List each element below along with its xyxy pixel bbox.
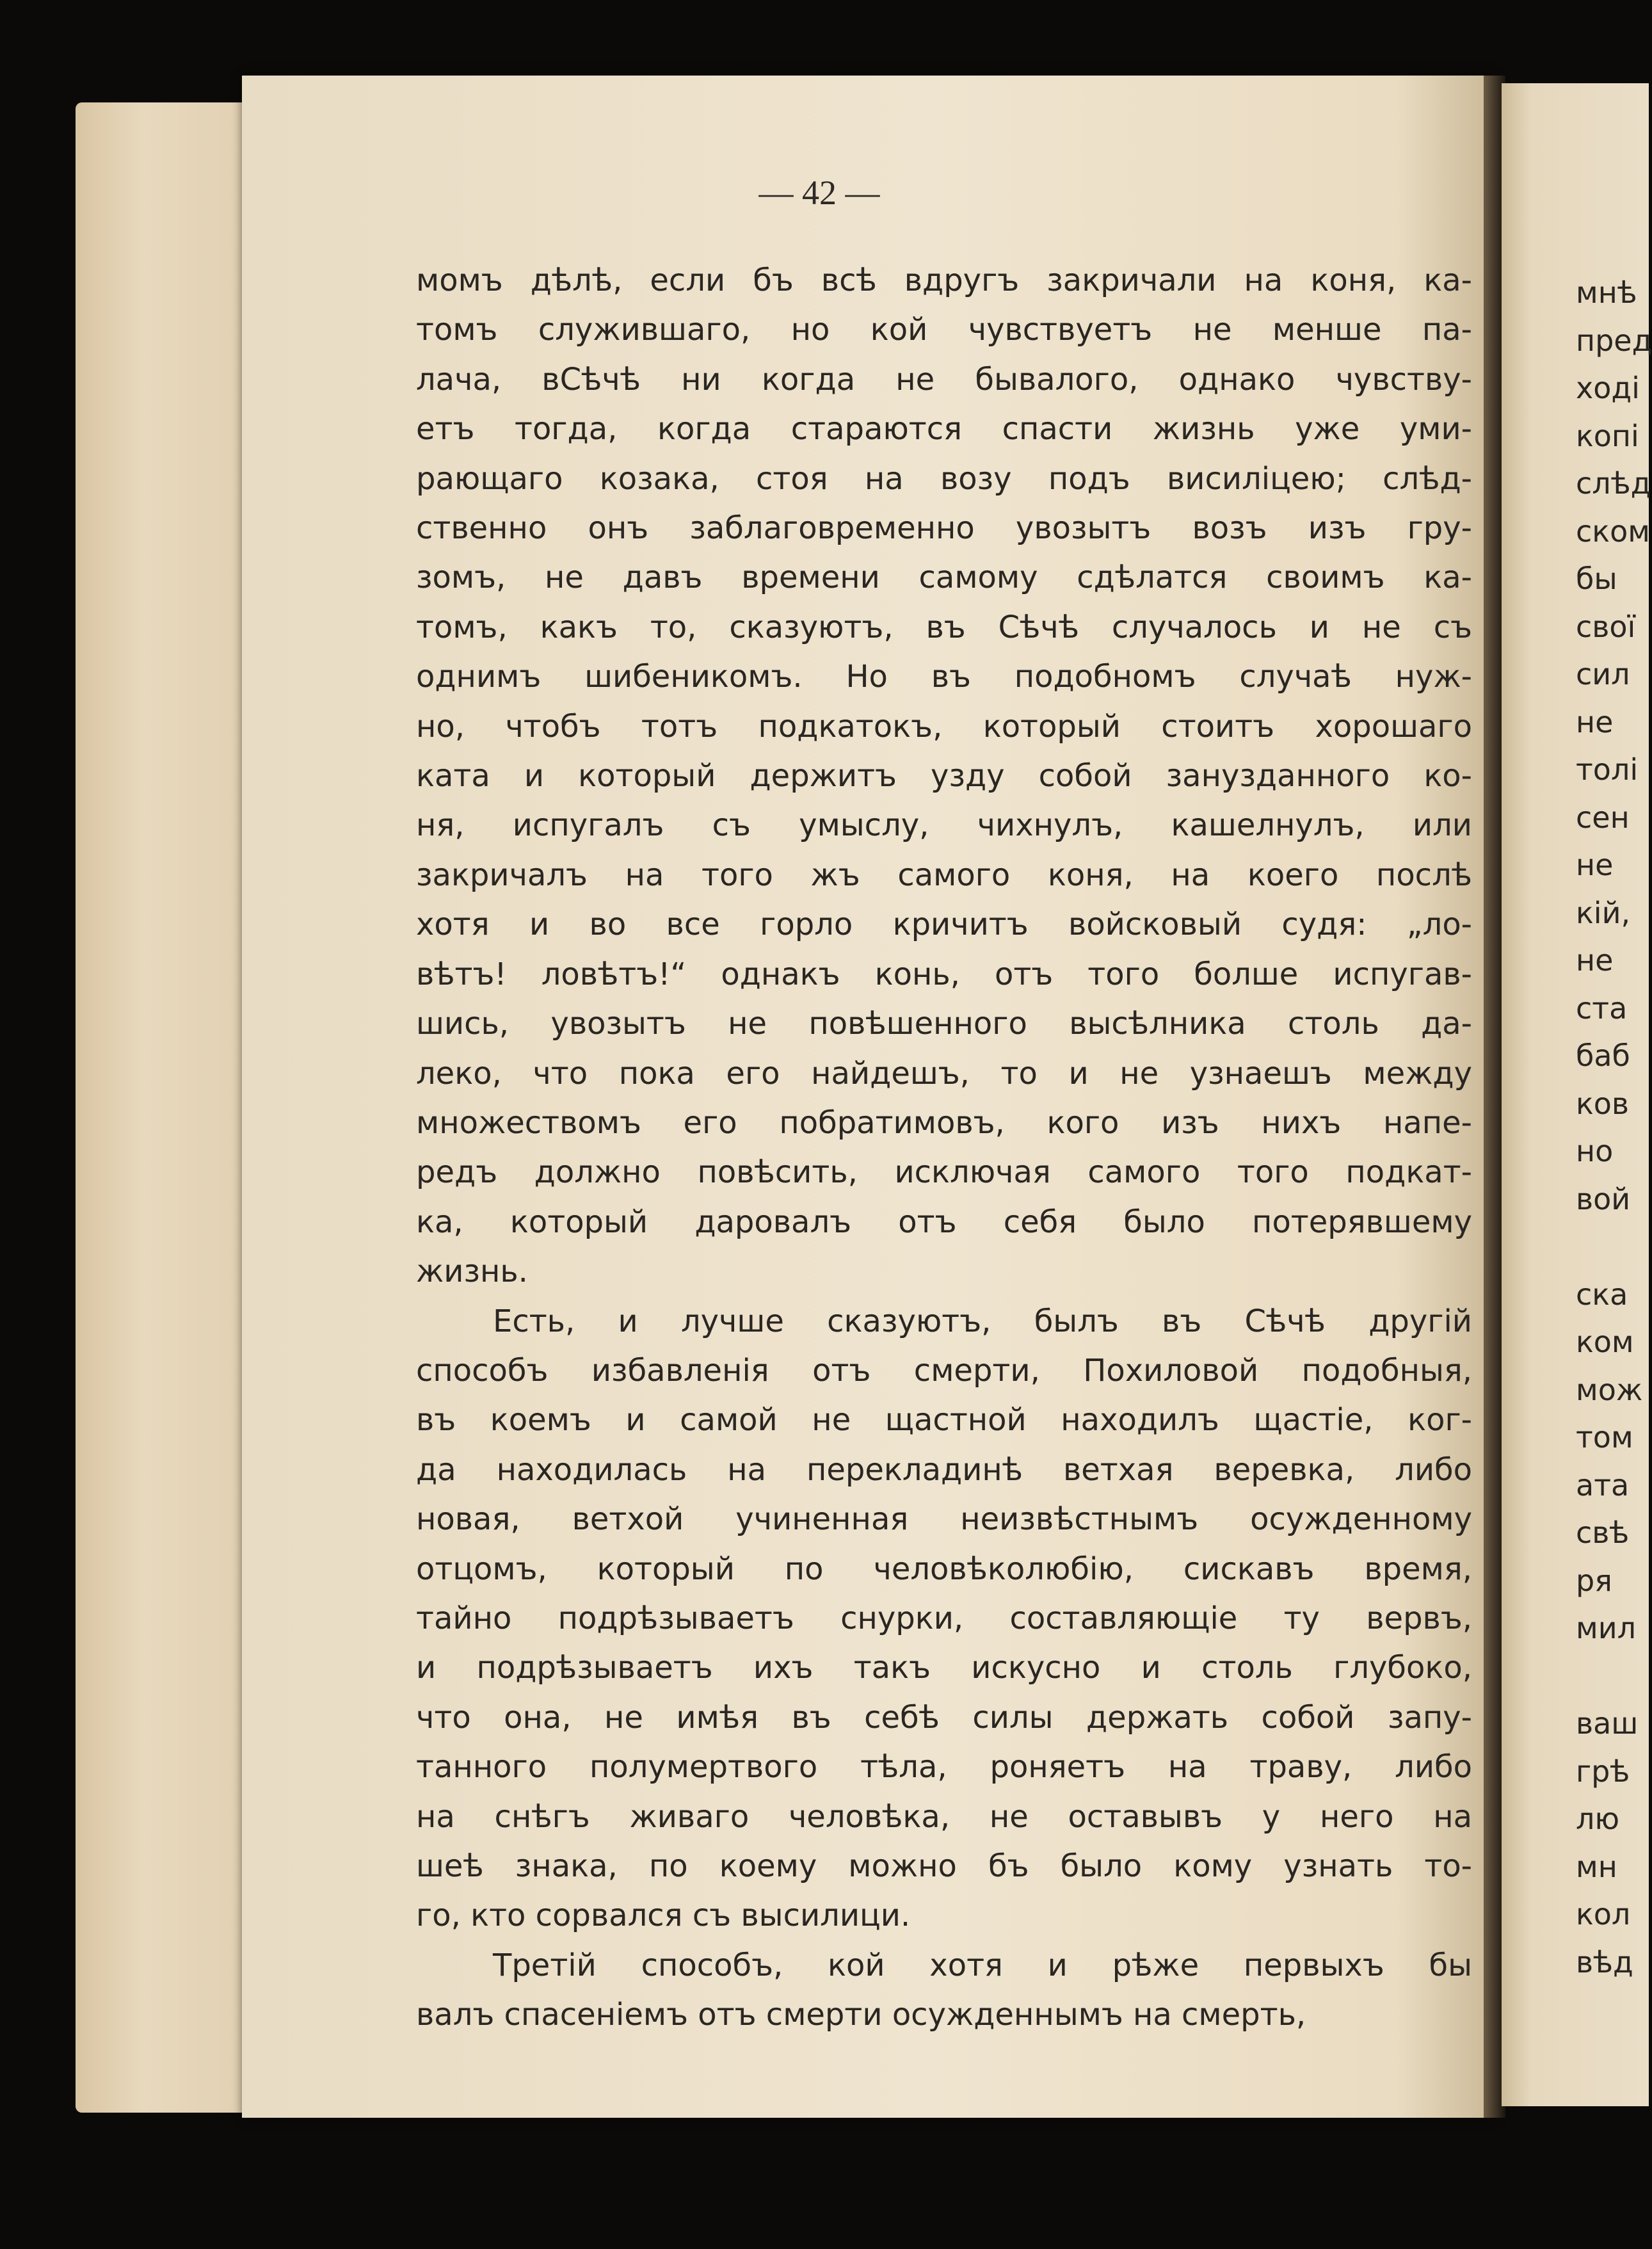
body-text bbox=[416, 256, 1472, 2040]
text-line: лача, вСѣчѣ ни когда не бывалого, однако чувству- bbox=[416, 361, 1472, 398]
next-page-fragment: слѣд bbox=[1576, 466, 1651, 501]
next-page-fragment: не bbox=[1576, 943, 1614, 978]
next-page-fragment: ваш bbox=[1576, 1706, 1639, 1741]
next-page-fragment: ата bbox=[1576, 1467, 1630, 1503]
text-line: ка, который даровалъ отъ себя было потерявшему bbox=[416, 1204, 1472, 1240]
next-page-fragment: ска bbox=[1576, 1277, 1628, 1312]
text-line: шись, увозытъ не повѣшенного высѣлника столь да- bbox=[416, 1006, 1472, 1042]
next-page-fragment bbox=[1576, 1652, 1641, 1700]
next-page-fragment: бы bbox=[1576, 561, 1617, 596]
text-line: Есть, и лучше сказуютъ, былъ въ Сѣчѣ другій bbox=[493, 1303, 1472, 1339]
next-page-fragment: но bbox=[1576, 1134, 1614, 1168]
text-line: въ коемъ и самой не щастной находилъ щастіе, ког- bbox=[416, 1402, 1472, 1439]
next-page-fragment: пред bbox=[1576, 323, 1652, 358]
next-page-fragment bbox=[1576, 1223, 1641, 1271]
next-page-fragment: мож bbox=[1576, 1372, 1643, 1407]
text-line: закричалъ на того жъ самого коня, на коего послѣ bbox=[416, 857, 1472, 893]
next-page-fragment: ря bbox=[1576, 1563, 1612, 1598]
next-page-fragment: не bbox=[1576, 704, 1614, 739]
page-number: — 42 — bbox=[758, 173, 880, 212]
next-page-fragment: том bbox=[1576, 1420, 1633, 1455]
text-line: шеѣ знака, по коему можно бъ было кому узнать то- bbox=[416, 1848, 1472, 1884]
text-line: что она, не имѣя въ себѣ силы держать собой запу- bbox=[416, 1699, 1472, 1736]
text-line: леко, что пока его найдешъ, то и не узнаешъ между bbox=[416, 1055, 1472, 1092]
text-line: зомъ, не давъ времени самому сдѣлатся своимъ ка- bbox=[416, 560, 1472, 596]
next-page-fragment: копі bbox=[1576, 418, 1639, 453]
next-page-fragment: мнѣ bbox=[1576, 275, 1637, 310]
text-line: томъ, какъ то, сказуютъ, въ Сѣчѣ случалось и не съ bbox=[416, 609, 1472, 645]
text-line: множествомъ его побратимовъ, кого изъ нихъ напе- bbox=[416, 1104, 1472, 1141]
text-line: но, чтобъ тотъ подкатокъ, который стоитъ хорошаго bbox=[416, 708, 1472, 745]
text-line: ственно онъ заблаговременно увозытъ возъ изъ гру- bbox=[416, 510, 1472, 547]
text-line: го, кто сорвался съ высилици. bbox=[416, 1898, 911, 1934]
text-line: валъ спасеніемъ отъ смерти осужденнымъ на смерть, bbox=[416, 1997, 1306, 2033]
next-page-fragment: кій, bbox=[1576, 895, 1631, 930]
text-line: однимъ шибеникомъ. Но въ подобномъ случаѣ нуж- bbox=[416, 659, 1472, 695]
next-page-fragment: ков bbox=[1576, 1086, 1630, 1121]
text-line: томъ служившаго, но кой чувствуетъ не менше па- bbox=[416, 312, 1472, 348]
next-page-fragment: свѣ bbox=[1576, 1515, 1630, 1550]
next-page-fragment: не bbox=[1576, 848, 1614, 882]
text-line: редъ должно повѣсить, исключая самого того подкат- bbox=[416, 1154, 1472, 1191]
text-line: да находилась на перекладинѣ ветхая веревка, либо bbox=[416, 1451, 1472, 1488]
text-line: вѣтъ! ловѣтъ!“ однакъ конь, отъ того болше испугав- bbox=[416, 956, 1472, 992]
text-line: жизнь. bbox=[416, 1253, 528, 1290]
next-page-fragment: баб bbox=[1576, 1038, 1630, 1073]
next-page-fragment: ском bbox=[1576, 513, 1650, 549]
next-page-fragment: мил bbox=[1576, 1611, 1636, 1645]
text-line: новая, ветхой учиненная неизвѣстнымъ осужденному bbox=[416, 1501, 1472, 1538]
text-line: отцомъ, который по человѣколюбію, сискавъ время, bbox=[416, 1551, 1472, 1587]
text-line: танного полумертвого тѣла, роняетъ на траву, либо bbox=[416, 1749, 1472, 1785]
next-page-fragment: ком bbox=[1576, 1325, 1634, 1359]
text-line: етъ тогда, когда стараются спасти жизнь уже уми- bbox=[416, 411, 1472, 447]
text-line: рающаго козака, стоя на возу подъ висиліцею; слѣд- bbox=[416, 460, 1472, 497]
text-line: хотя и во все горло кричитъ войсковый судя: „ло- bbox=[416, 907, 1472, 943]
next-page-text-fragments bbox=[1576, 269, 1652, 1986]
next-page-fragment: ста bbox=[1576, 990, 1628, 1026]
next-page-fragment: сил bbox=[1576, 657, 1630, 691]
next-page-fragment: толі bbox=[1576, 752, 1639, 787]
next-page-fragment: вой bbox=[1576, 1181, 1631, 1216]
text-line: ня, испугалъ съ умыслу, чихнулъ, кашелнулъ, или bbox=[416, 807, 1472, 844]
next-page-fragment: лю bbox=[1576, 1802, 1620, 1836]
text-line: на снѣгъ живаго человѣка, не оставывъ у него на bbox=[416, 1798, 1472, 1835]
next-page-fragment: вѣд bbox=[1576, 1944, 1633, 1979]
text-line: тайно подрѣзываетъ снурки, составляющіе ту вервъ, bbox=[416, 1600, 1472, 1636]
text-line: способъ избавленія отъ смерти, Похиловой подобныя, bbox=[416, 1352, 1472, 1389]
text-line: ката и который держитъ узду собой занузданного ко- bbox=[416, 758, 1472, 794]
next-page-fragment: кол bbox=[1576, 1897, 1631, 1931]
text-line: момъ дѣлѣ, если бъ всѣ вдругъ закричали на коня, ка- bbox=[416, 262, 1472, 298]
page-edge bbox=[76, 102, 242, 2113]
next-page-fragment: ході bbox=[1576, 371, 1640, 405]
next-page-fragment: грѣ bbox=[1576, 1753, 1630, 1789]
next-page-fragment: свої bbox=[1576, 609, 1636, 644]
text-line: и подрѣзываетъ ихъ такъ искусно и столь глубоко, bbox=[416, 1650, 1472, 1686]
next-page-fragment: мн bbox=[1576, 1849, 1617, 1884]
next-page-fragment: сен bbox=[1576, 800, 1630, 835]
text-line: Третій способъ, кой хотя и рѣже первыхъ бы bbox=[493, 1947, 1472, 1983]
